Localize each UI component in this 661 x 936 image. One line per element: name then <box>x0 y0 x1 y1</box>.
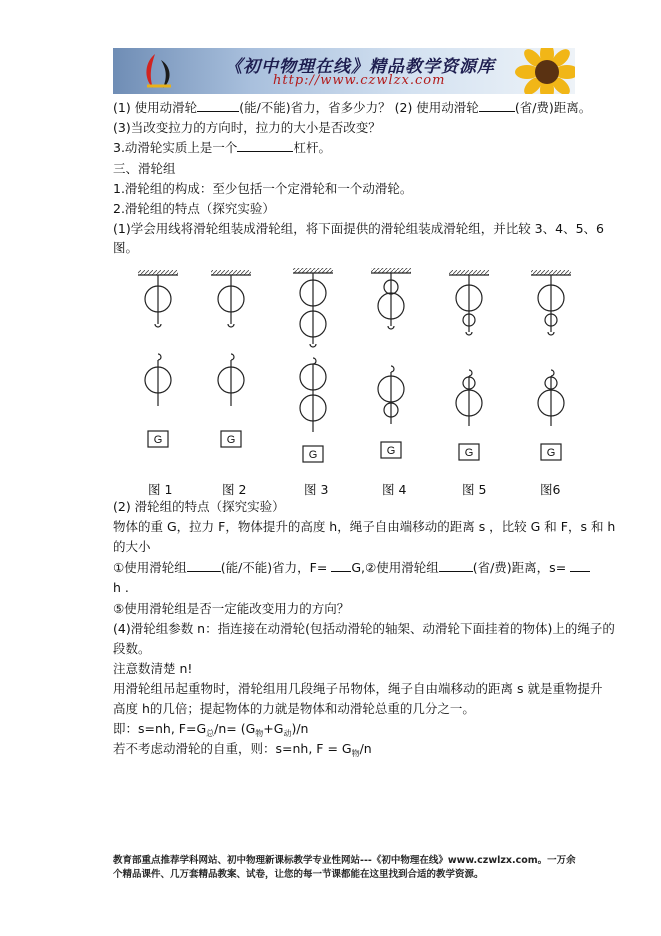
text: 若不考虑动滑轮的自重，则：s=nh, F = G <box>113 741 352 756</box>
text: (能/不能)省力，F= <box>220 560 328 575</box>
weight-label: G <box>308 449 318 461</box>
paragraph: 高度 h的几倍；提起物体的力就是物体和动滑轮总重的几分之一。 <box>113 701 475 716</box>
figure-1 <box>138 270 178 447</box>
answer-blank[interactable] <box>331 560 351 572</box>
text: 杠杆。 <box>293 140 331 155</box>
page-footer: 教育部重点推荐学科网站、初中物理新课标教学专业性网站---《初中物理在线》www.czwlzx.com。一万余个精品课件、几万套精品教案、试卷，让您的每一节课都能在这里找到合适的教学资源。 <box>113 855 576 880</box>
paragraph: 用滑轮组吊起重物时，滑轮组用几段绳子吊物体，绳子自由端移动的距离 s 就是重物提升 <box>113 681 603 696</box>
figure-caption: 图 4 <box>382 482 407 497</box>
weight-label: G <box>546 447 556 459</box>
paragraph: (2) 滑轮组的特点（探究实验） <box>113 499 285 514</box>
weight-label: G <box>153 434 163 446</box>
text: 即：s=nh, F=G <box>113 721 207 736</box>
pulley-diagram <box>113 266 583 496</box>
text: )/n <box>291 721 309 736</box>
note: 注意数清楚 n! <box>113 661 193 676</box>
paragraph: 的大小 <box>113 539 151 554</box>
question-pulley-group <box>113 560 590 576</box>
figure-6 <box>531 270 571 460</box>
question-direction: ⑤使用滑轮组是否一定能改变用力的方向？ <box>113 601 350 616</box>
paragraph: (1)学会用线将滑轮组装成滑轮组，将下面提供的滑轮组装成滑轮组，并比较 3、4、5、6 <box>113 221 604 236</box>
answer-blank[interactable] <box>479 100 515 112</box>
text: /n= (G <box>214 721 256 736</box>
figure-caption: 图6 <box>540 482 561 497</box>
text: (省/费)距离。 <box>514 100 592 115</box>
answer-blank[interactable] <box>197 100 239 112</box>
weight-label: G <box>226 434 236 446</box>
figure-caption: 图 5 <box>462 482 487 497</box>
text: (省/费)距离，s= <box>472 560 567 575</box>
paragraph: 段数。 <box>113 641 151 656</box>
paragraph: 1.滑轮组的构成：至少包括一个定滑轮和一个动滑轮。 <box>113 181 413 196</box>
figure-caption: 图 2 <box>222 482 247 497</box>
pulley-figures <box>113 266 583 496</box>
text: (1) 使用动滑轮 <box>113 100 198 115</box>
section-heading: 三、滑轮组 <box>113 161 176 176</box>
text: ①使用滑轮组 <box>113 560 187 575</box>
paragraph: 图。 <box>113 240 139 255</box>
text: /n <box>359 741 372 756</box>
paragraph: 2.滑轮组的特点（探究实验） <box>113 201 275 216</box>
figure-3 <box>293 268 333 462</box>
figure-caption: 图 3 <box>304 482 329 497</box>
figure-2 <box>211 270 251 447</box>
weight-label: G <box>464 447 474 459</box>
figure-4 <box>371 268 411 458</box>
text: (能/不能)省力，省多少力？ (2) 使用动滑轮 <box>239 100 479 115</box>
answer-blank[interactable] <box>570 560 590 572</box>
paragraph: 物体的重 G，拉力 F，物体提升的高度 h，绳子自由端移动的距离 s ，比较 G 和 F，s 和 h <box>113 519 616 534</box>
subscript: 动 <box>283 729 292 738</box>
question-1 <box>113 100 591 116</box>
answer-blank[interactable] <box>439 560 473 572</box>
site-banner <box>113 48 575 94</box>
question-lever <box>113 140 331 156</box>
subscript: 物 <box>351 749 360 758</box>
paragraph: h . <box>113 580 129 595</box>
weight-label: G <box>386 445 396 457</box>
subscript: 物 <box>255 729 264 738</box>
subscript: 总 <box>206 729 215 738</box>
formula-2 <box>113 741 372 762</box>
answer-blank[interactable] <box>237 140 293 152</box>
text: 3.动滑轮实质上是一个 <box>113 140 238 155</box>
answer-blank[interactable] <box>187 560 221 572</box>
paragraph: (4)滑轮组参数 n：指连接在动滑轮(包括动滑轮的轴架、动滑轮下面挂着的物体)上的绳子的 <box>113 621 615 636</box>
figure-caption: 图 1 <box>148 482 173 497</box>
text: G,②使用滑轮组 <box>351 560 439 575</box>
figure-5 <box>449 270 489 460</box>
banner-title: 《初中物理在线》精品教学资源库 <box>225 57 495 77</box>
formula-1 <box>113 721 308 742</box>
sunflower-icon <box>515 48 575 94</box>
site-logo-icon <box>141 52 175 90</box>
text: +G <box>263 721 284 736</box>
question-3: (3)当改变拉力的方向时，拉力的大小是否改变？ <box>113 120 381 135</box>
banner-url[interactable]: http://www.czwlzx.com <box>273 73 446 88</box>
